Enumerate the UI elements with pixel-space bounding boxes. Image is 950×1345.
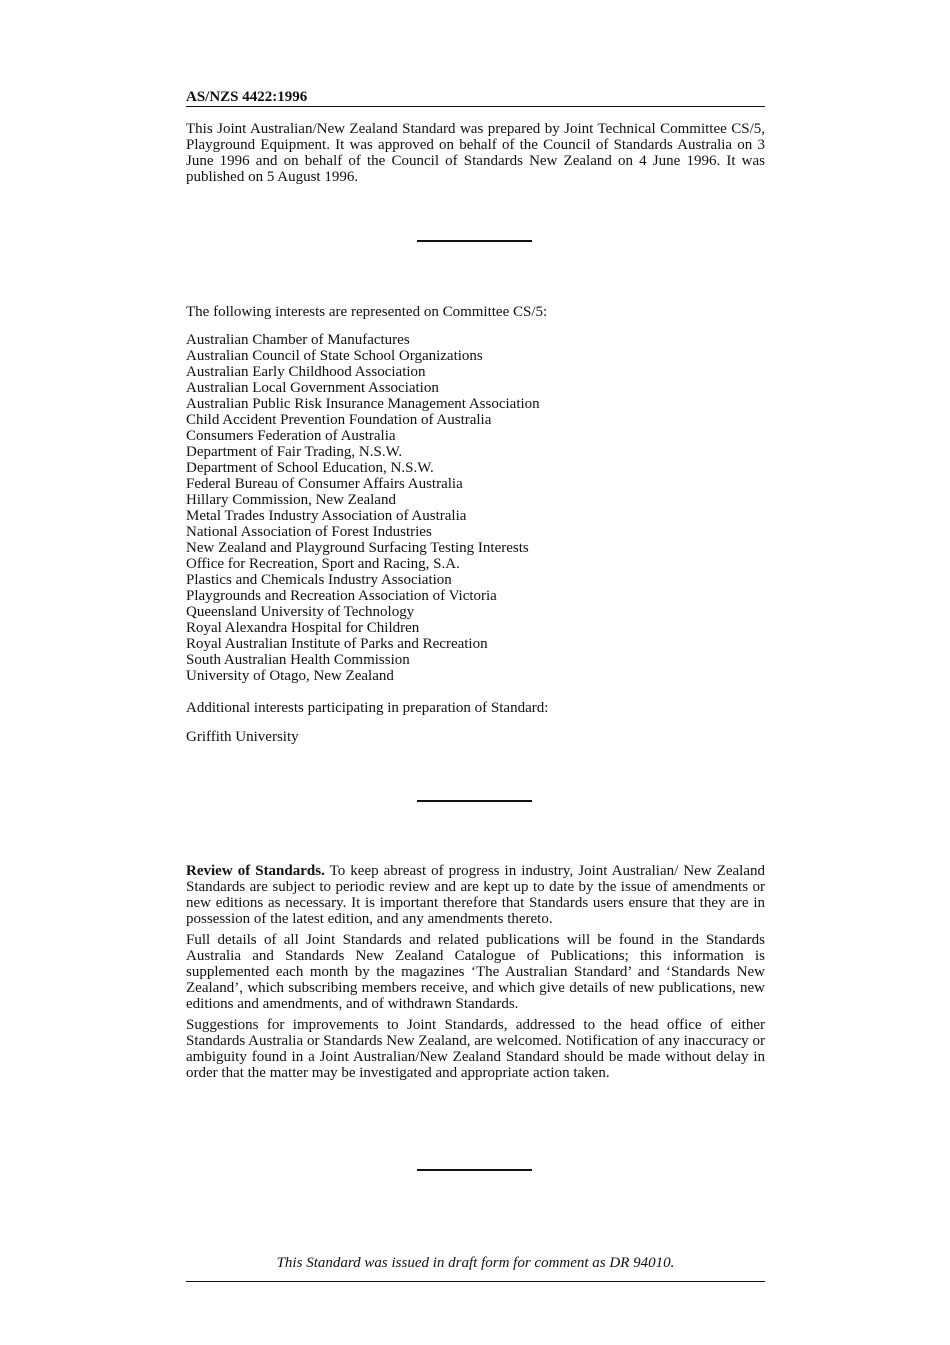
committee-interests-intro: The following interests are represented on Committee CS/5:	[186, 304, 548, 320]
standard-number: AS/NZS 4422:1996	[186, 89, 308, 105]
draft-note: This Standard was issued in draft form for comment as DR 94010.	[276, 1255, 675, 1271]
section-divider	[417, 1169, 532, 1171]
additional-interest-item: Griffith University	[186, 729, 299, 745]
header-rule	[186, 106, 765, 107]
section-divider	[417, 800, 532, 802]
list-item: Plastics and Chemicals Industry Association	[186, 572, 452, 588]
approval-paragraph: This Joint Australian/New Zealand Standard was prepared by Joint Technical Committee CS/5, Playground Equipment. It was approved on behalf of the Council of Standards Australia on 3 June 1996 and on behalf of the Council of Standards New Zealand on 4 June 1996. It was published on 5 August 1996.	[186, 121, 765, 185]
list-item: New Zealand and Playground Surfacing Testing Interests	[186, 540, 529, 556]
list-item: Royal Australian Institute of Parks and Recreation	[186, 636, 488, 652]
list-item: Federal Bureau of Consumer Affairs Australia	[186, 476, 463, 492]
review-paragraph-1-text: To keep abreast of progress in industry, Joint Australian/ New Zealand Standards are subject to periodic review and are kept up to date by the issue of amendments or new editions as necessary. It is important therefore that Standards users ensure that they are in possession of the latest edition, and any amendments thereto.	[186, 863, 765, 927]
list-item: Australian Early Childhood Association	[186, 364, 426, 380]
list-item: Australian Council of State School Organizations	[186, 348, 483, 364]
list-item: National Association of Forest Industries	[186, 524, 432, 540]
list-item: Department of School Education, N.S.W.	[186, 460, 434, 476]
list-item: Hillary Commission, New Zealand	[186, 492, 396, 508]
list-item: Australian Chamber of Manufactures	[186, 332, 410, 348]
list-item: Consumers Federation of Australia	[186, 428, 396, 444]
review-paragraph-3: Suggestions for improvements to Joint Standards, addressed to the head office of either Standards Australia or Standards New Zealand, are welcomed. Notification of any inaccuracy or ambiguity found in a Joint Australian/New Zealand Standard should be made without delay in order that the matter may be investigated and appropriate action taken.	[186, 1017, 765, 1081]
list-item: Child Accident Prevention Foundation of Australia	[186, 412, 492, 428]
list-item: Office for Recreation, Sport and Racing, S.A.	[186, 556, 460, 572]
review-heading: Review of Standards.	[186, 863, 325, 879]
list-item: Australian Local Government Association	[186, 380, 439, 396]
committee-interests-list	[186, 332, 540, 684]
review-paragraph-2: Full details of all Joint Standards and related publications will be found in the Standards Australia and Standards New Zealand Catalogue of Publications; this information is supplemented each month by the magazines ‘The Australian Standard’ and ‘Standards New Zealand’, which subscribing members receive, and which give details of new publications, new editions and amendments, and of withdrawn Standards.	[186, 932, 765, 1012]
list-item: Playgrounds and Recreation Association of Victoria	[186, 588, 497, 604]
footer-rule	[186, 1281, 765, 1282]
list-item: Australian Public Risk Insurance Management Association	[186, 396, 540, 412]
list-item: Department of Fair Trading, N.S.W.	[186, 444, 403, 460]
list-item: Royal Alexandra Hospital for Children	[186, 620, 420, 636]
list-item: Queensland University of Technology	[186, 604, 415, 620]
list-item: Metal Trades Industry Association of Australia	[186, 508, 467, 524]
section-divider	[417, 240, 532, 242]
review-of-standards-section	[186, 863, 765, 1081]
list-item: South Australian Health Commission	[186, 652, 410, 668]
additional-interests-intro: Additional interests participating in preparation of Standard:	[186, 700, 549, 716]
document-page	[186, 0, 765, 1345]
review-paragraph-1	[186, 863, 765, 927]
list-item: University of Otago, New Zealand	[186, 668, 394, 684]
